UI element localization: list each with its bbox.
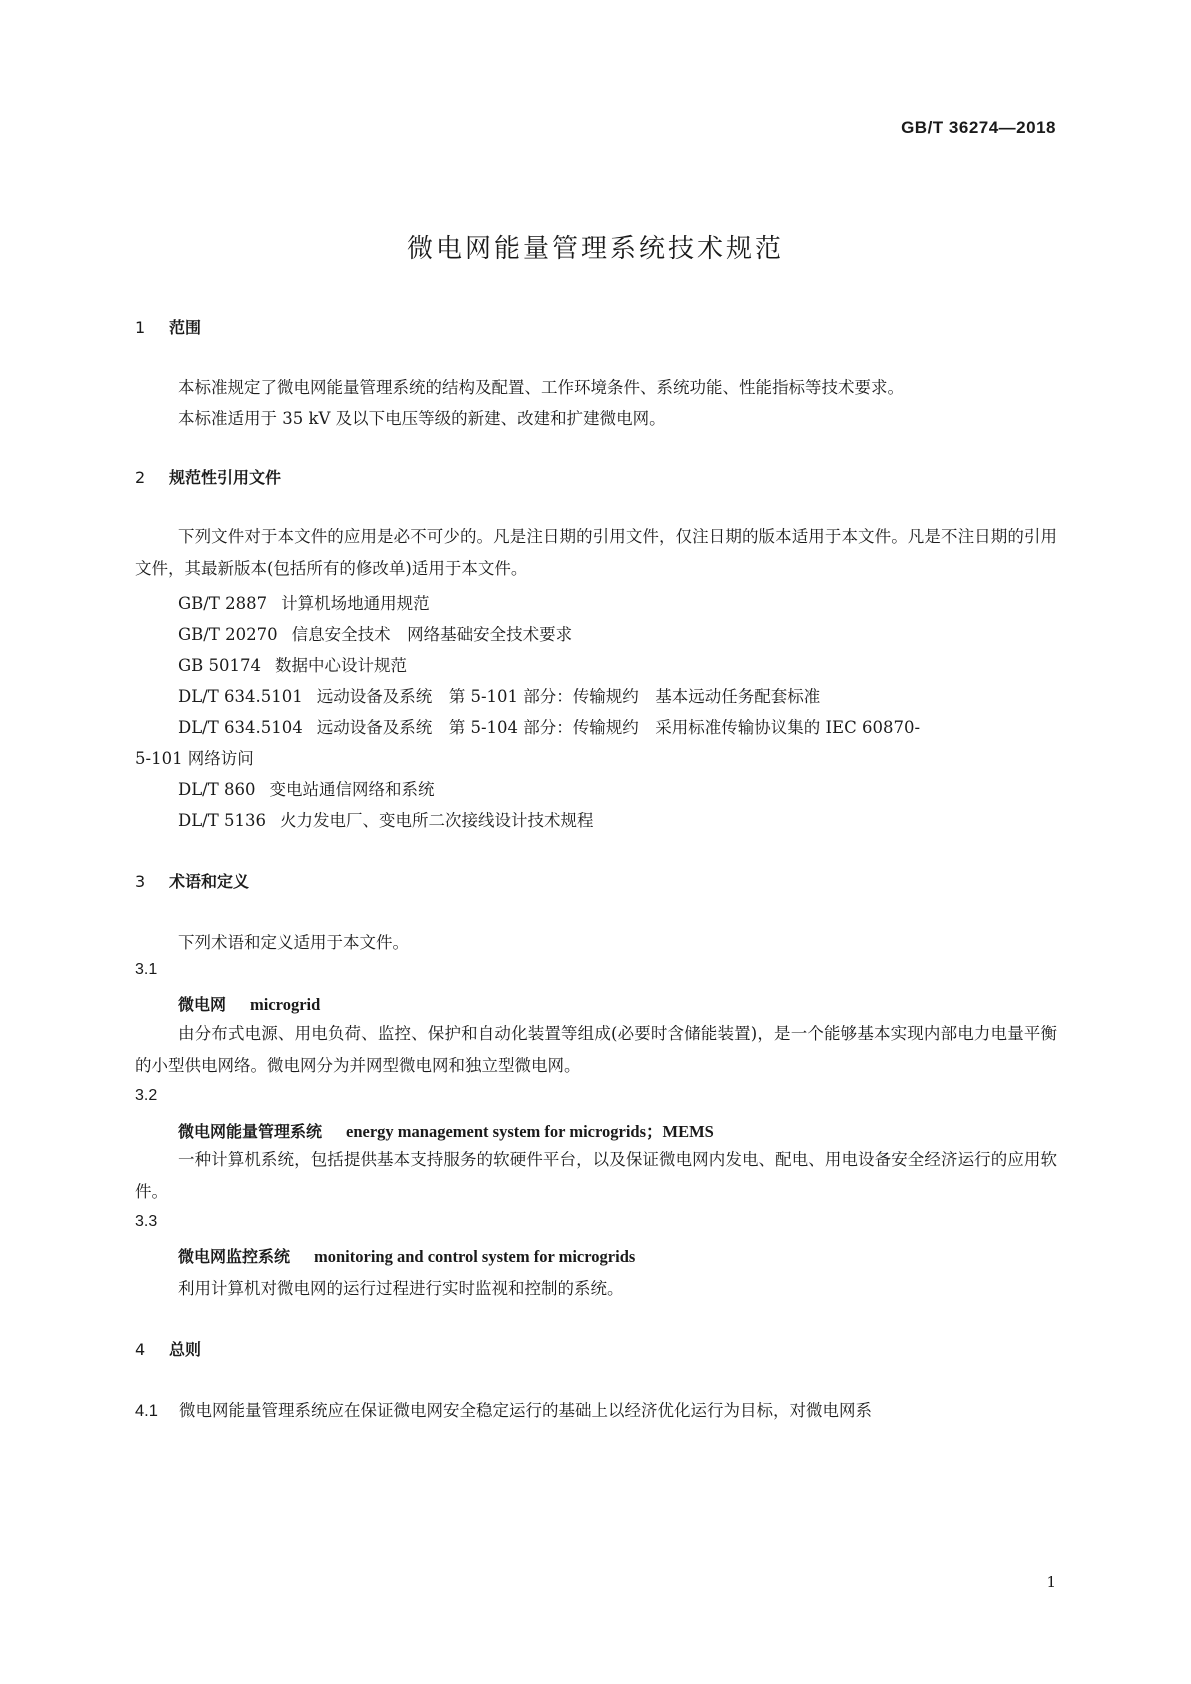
term-definition: 一种计算机系统，包括提供基本支持服务的软硬件平台，以及保证微电网内发电、配电、用电设备安全经济运行的应用软件。	[135, 1150, 1057, 1201]
section-3-heading	[135, 869, 249, 892]
term-number: 3.3	[135, 1213, 158, 1230]
term-title	[178, 1118, 714, 1142]
reference-title: 信息安全技术 网络基础安全技术要求	[291, 625, 573, 644]
reference-code: GB 50174	[178, 656, 262, 675]
reference-code: DL/T 5136	[178, 811, 266, 830]
clause-text: 微电网能量管理系统应在保证微电网安全稳定运行的基础上以经济优化运行为目标，对微电网系	[179, 1401, 872, 1420]
reference-item	[178, 683, 820, 707]
term-title	[178, 992, 320, 1015]
reference-code: DL/T 634.5104	[178, 718, 303, 737]
reference-code: DL/T 634.5101	[178, 687, 303, 706]
section-number: 2	[135, 468, 146, 487]
term-number: 3.2	[135, 1087, 158, 1104]
term-en: microgrid	[250, 995, 321, 1014]
paragraph: 下列术语和定义适用于本文件。	[178, 933, 409, 952]
section-title: 范围	[169, 318, 202, 337]
section-1-heading	[135, 315, 201, 338]
reference-item	[178, 590, 430, 614]
term-en: energy management system for microgrids；MEMS	[346, 1122, 714, 1141]
reference-title: 远动设备及系统 第 5-101 部分：传输规约 基本远动任务配套标准	[316, 687, 821, 706]
term-zh: 微电网能量管理系统	[178, 1122, 323, 1141]
reference-title: 远动设备及系统 第 5-104 部分：传输规约 采用标准传输协议集的 IEC 60870-	[316, 718, 921, 737]
term-definition: 由分布式电源、用电负荷、监控、保护和自动化装置等组成(必要时含储能装置)，是一个能够基本实现内部电力电量平衡的小型供电网络。微电网分为并网型微电网和独立型微电网。	[135, 1024, 1057, 1075]
section-4-heading	[135, 1337, 201, 1360]
page-number: 1	[1046, 1573, 1056, 1591]
section-2-heading	[135, 465, 281, 488]
reference-title: 数据中心设计规范	[275, 656, 408, 675]
reference-code: DL/T 860	[178, 780, 256, 799]
paragraph: 下列文件对于本文件的应用是必不可少的。凡是注日期的引用文件，仅注日期的版本适用于本文件。凡是不注日期的引用文件，其最新版本(包括所有的修改单)适用于本文件。	[135, 527, 1057, 578]
term-zh: 微电网监控系统	[178, 1247, 291, 1266]
term-definition: 利用计算机对微电网的运行过程进行实时监视和控制的系统。	[178, 1279, 624, 1298]
reference-item	[178, 652, 407, 676]
section-title: 规范性引用文件	[169, 468, 282, 487]
standard-code: GB/T 36274—2018	[901, 118, 1056, 137]
section-title: 术语和定义	[169, 872, 250, 891]
paragraph: 本标准规定了微电网能量管理系统的结构及配置、工作环境条件、系统功能、性能指标等技术要求。	[178, 378, 904, 397]
paragraph: 本标准适用于 35 kV 及以下电压等级的新建、改建和扩建微电网。	[178, 409, 666, 428]
reference-title: 火力发电厂、变电所二次接线设计技术规程	[280, 811, 594, 830]
clause-number: 4.1	[135, 1402, 158, 1420]
reference-item	[178, 621, 572, 645]
reference-title: 变电站通信网络和系统	[269, 780, 435, 799]
section-title: 总则	[169, 1340, 202, 1359]
section-number: 4	[135, 1340, 146, 1359]
document-title: 微电网能量管理系统技术规范	[406, 234, 784, 264]
reference-code: GB/T 20270	[178, 625, 278, 644]
section-number: 3	[135, 872, 146, 891]
term-zh: 微电网	[178, 995, 227, 1014]
reference-item	[178, 714, 920, 738]
term-number: 3.1	[135, 961, 158, 978]
clause-4-1	[135, 1397, 872, 1421]
reference-item	[178, 776, 435, 800]
reference-code: GB/T 2887	[178, 594, 268, 613]
term-title	[178, 1244, 635, 1267]
term-en: monitoring and control system for microgrids	[314, 1247, 636, 1266]
section-number: 1	[135, 318, 146, 337]
reference-continuation: 5-101 网络访问	[135, 749, 254, 768]
reference-item	[178, 807, 594, 831]
reference-title: 计算机场地通用规范	[281, 594, 430, 613]
